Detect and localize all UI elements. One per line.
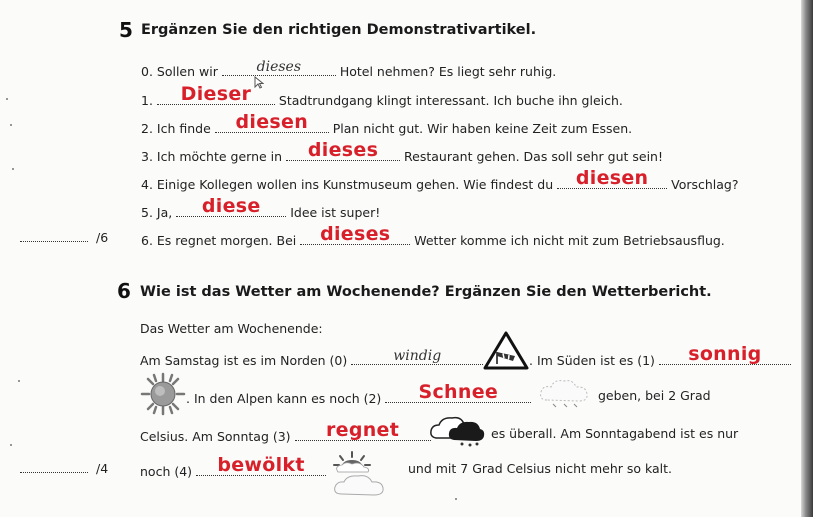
scan-speck bbox=[455, 498, 457, 500]
item-3-blank[interactable] bbox=[286, 139, 400, 161]
item-4-answer: diesen bbox=[575, 167, 649, 189]
ex6-score: /4 bbox=[20, 461, 108, 476]
answer-2: Schnee bbox=[418, 381, 499, 403]
scan-speck bbox=[10, 444, 12, 446]
ex5-item-1 bbox=[141, 83, 623, 108]
answer-3: regnet bbox=[325, 419, 400, 441]
item-4-blank[interactable] bbox=[557, 167, 667, 189]
page-edge-shadow bbox=[801, 0, 813, 517]
ex6-line-1 bbox=[140, 350, 483, 368]
item-0-blank[interactable] bbox=[222, 61, 336, 76]
item-4-post: Vorschlag? bbox=[671, 177, 739, 192]
ex5-score-blank[interactable] bbox=[20, 231, 88, 242]
mouse-cursor-icon bbox=[254, 76, 264, 90]
snow-cloud-icon bbox=[537, 376, 591, 410]
answer-1: sonnig bbox=[688, 343, 762, 365]
ex6-line-2 bbox=[186, 381, 531, 406]
ex5-item-4 bbox=[141, 167, 739, 192]
exercise-5-title: Ergänzen Sie den richtigen Demonstrativartikel. bbox=[141, 22, 537, 38]
rain-cloud-icon bbox=[428, 412, 486, 448]
blank-3[interactable] bbox=[295, 419, 431, 441]
line-1-pre: Am Samstag ist es im Norden (0) bbox=[140, 353, 348, 368]
item-1-post: Stadtrundgang klingt interessant. Ich buche ihn gleich. bbox=[278, 93, 623, 108]
ex6-intro: Das Wetter am Wochenende: bbox=[140, 321, 323, 336]
exercise-6-number: 6 bbox=[117, 279, 131, 303]
line-2-post: geben, bei 2 Grad bbox=[598, 388, 711, 403]
item-2-answer: diesen bbox=[235, 111, 309, 133]
item-2-pre: 2. Ich finde bbox=[141, 121, 211, 136]
scan-speck bbox=[10, 124, 12, 126]
line-3-post: es überall. Am Sonntagabend ist es nur bbox=[491, 426, 739, 441]
sun-icon bbox=[140, 372, 186, 416]
exercise-5-number: 5 bbox=[119, 18, 133, 42]
item-0-answer: dieses bbox=[256, 59, 302, 75]
blank-0[interactable] bbox=[351, 350, 483, 365]
item-2-post: Plan nicht gut. Wir haben keine Zeit zum Essen. bbox=[332, 121, 633, 136]
item-1-pre: 1. bbox=[141, 93, 153, 108]
item-5-blank[interactable] bbox=[176, 195, 286, 217]
item-6-post: Wetter komme ich nicht mit zum Betriebsausflug. bbox=[414, 233, 725, 248]
ex6-score-blank[interactable] bbox=[20, 462, 88, 473]
item-0-pre: 0. Sollen wir bbox=[141, 64, 218, 79]
item-3-answer: dieses bbox=[307, 139, 379, 161]
line-2-pre: . In den Alpen kann es noch (2) bbox=[186, 391, 382, 406]
blank-1[interactable] bbox=[659, 343, 791, 365]
item-6-blank[interactable] bbox=[300, 223, 410, 245]
line-4-post: und mit 7 Grad Celsius nicht mehr so kalt. bbox=[408, 461, 673, 476]
wind-warning-icon bbox=[483, 330, 529, 370]
ex6-line-4 bbox=[140, 454, 326, 479]
item-5-post: Idee ist super! bbox=[290, 205, 381, 220]
sun-behind-clouds-icon bbox=[330, 450, 400, 500]
ex5-item-0 bbox=[141, 61, 556, 79]
item-3-post: Restaurant gehen. Das soll sehr gut sein! bbox=[404, 149, 663, 164]
item-0-post: Hotel nehmen? Es liegt sehr ruhig. bbox=[339, 64, 557, 79]
ex5-item-2 bbox=[141, 111, 633, 136]
answer-0: windig bbox=[393, 348, 442, 364]
item-1-answer: Dieser bbox=[180, 83, 252, 105]
scan-speck bbox=[6, 98, 8, 100]
ex5-score: /6 bbox=[20, 230, 108, 245]
item-2-blank[interactable] bbox=[215, 111, 329, 133]
answer-4: bewölkt bbox=[217, 454, 305, 476]
line-1-mid: . Im Süden ist es (1) bbox=[529, 353, 655, 368]
ex5-item-5 bbox=[141, 195, 381, 220]
blank-2[interactable] bbox=[385, 381, 531, 403]
ex6-line-1b bbox=[529, 343, 791, 368]
blank-4[interactable] bbox=[196, 454, 326, 476]
item-6-answer: dieses bbox=[320, 223, 391, 245]
ex6-line-3 bbox=[140, 419, 431, 444]
item-5-answer: diese bbox=[201, 195, 261, 217]
line-4-pre: noch (4) bbox=[140, 464, 193, 479]
item-4-pre: 4. Einige Kollegen wollen ins Kunstmuseum gehen. Wie findest du bbox=[141, 177, 554, 192]
scan-speck bbox=[18, 380, 20, 382]
ex5-item-3 bbox=[141, 139, 663, 164]
scan-speck bbox=[12, 168, 14, 170]
item-1-blank[interactable] bbox=[157, 83, 275, 105]
line-3-pre: Celsius. Am Sonntag (3) bbox=[140, 429, 291, 444]
item-6-pre: 6. Es regnet morgen. Bei bbox=[141, 233, 297, 248]
item-5-pre: 5. Ja, bbox=[141, 205, 173, 220]
item-3-pre: 3. Ich möchte gerne in bbox=[141, 149, 283, 164]
ex5-item-6 bbox=[141, 223, 725, 248]
exercise-6-title: Wie ist das Wetter am Wochenende? Ergänzen Sie den Wetterbericht. bbox=[140, 284, 712, 300]
